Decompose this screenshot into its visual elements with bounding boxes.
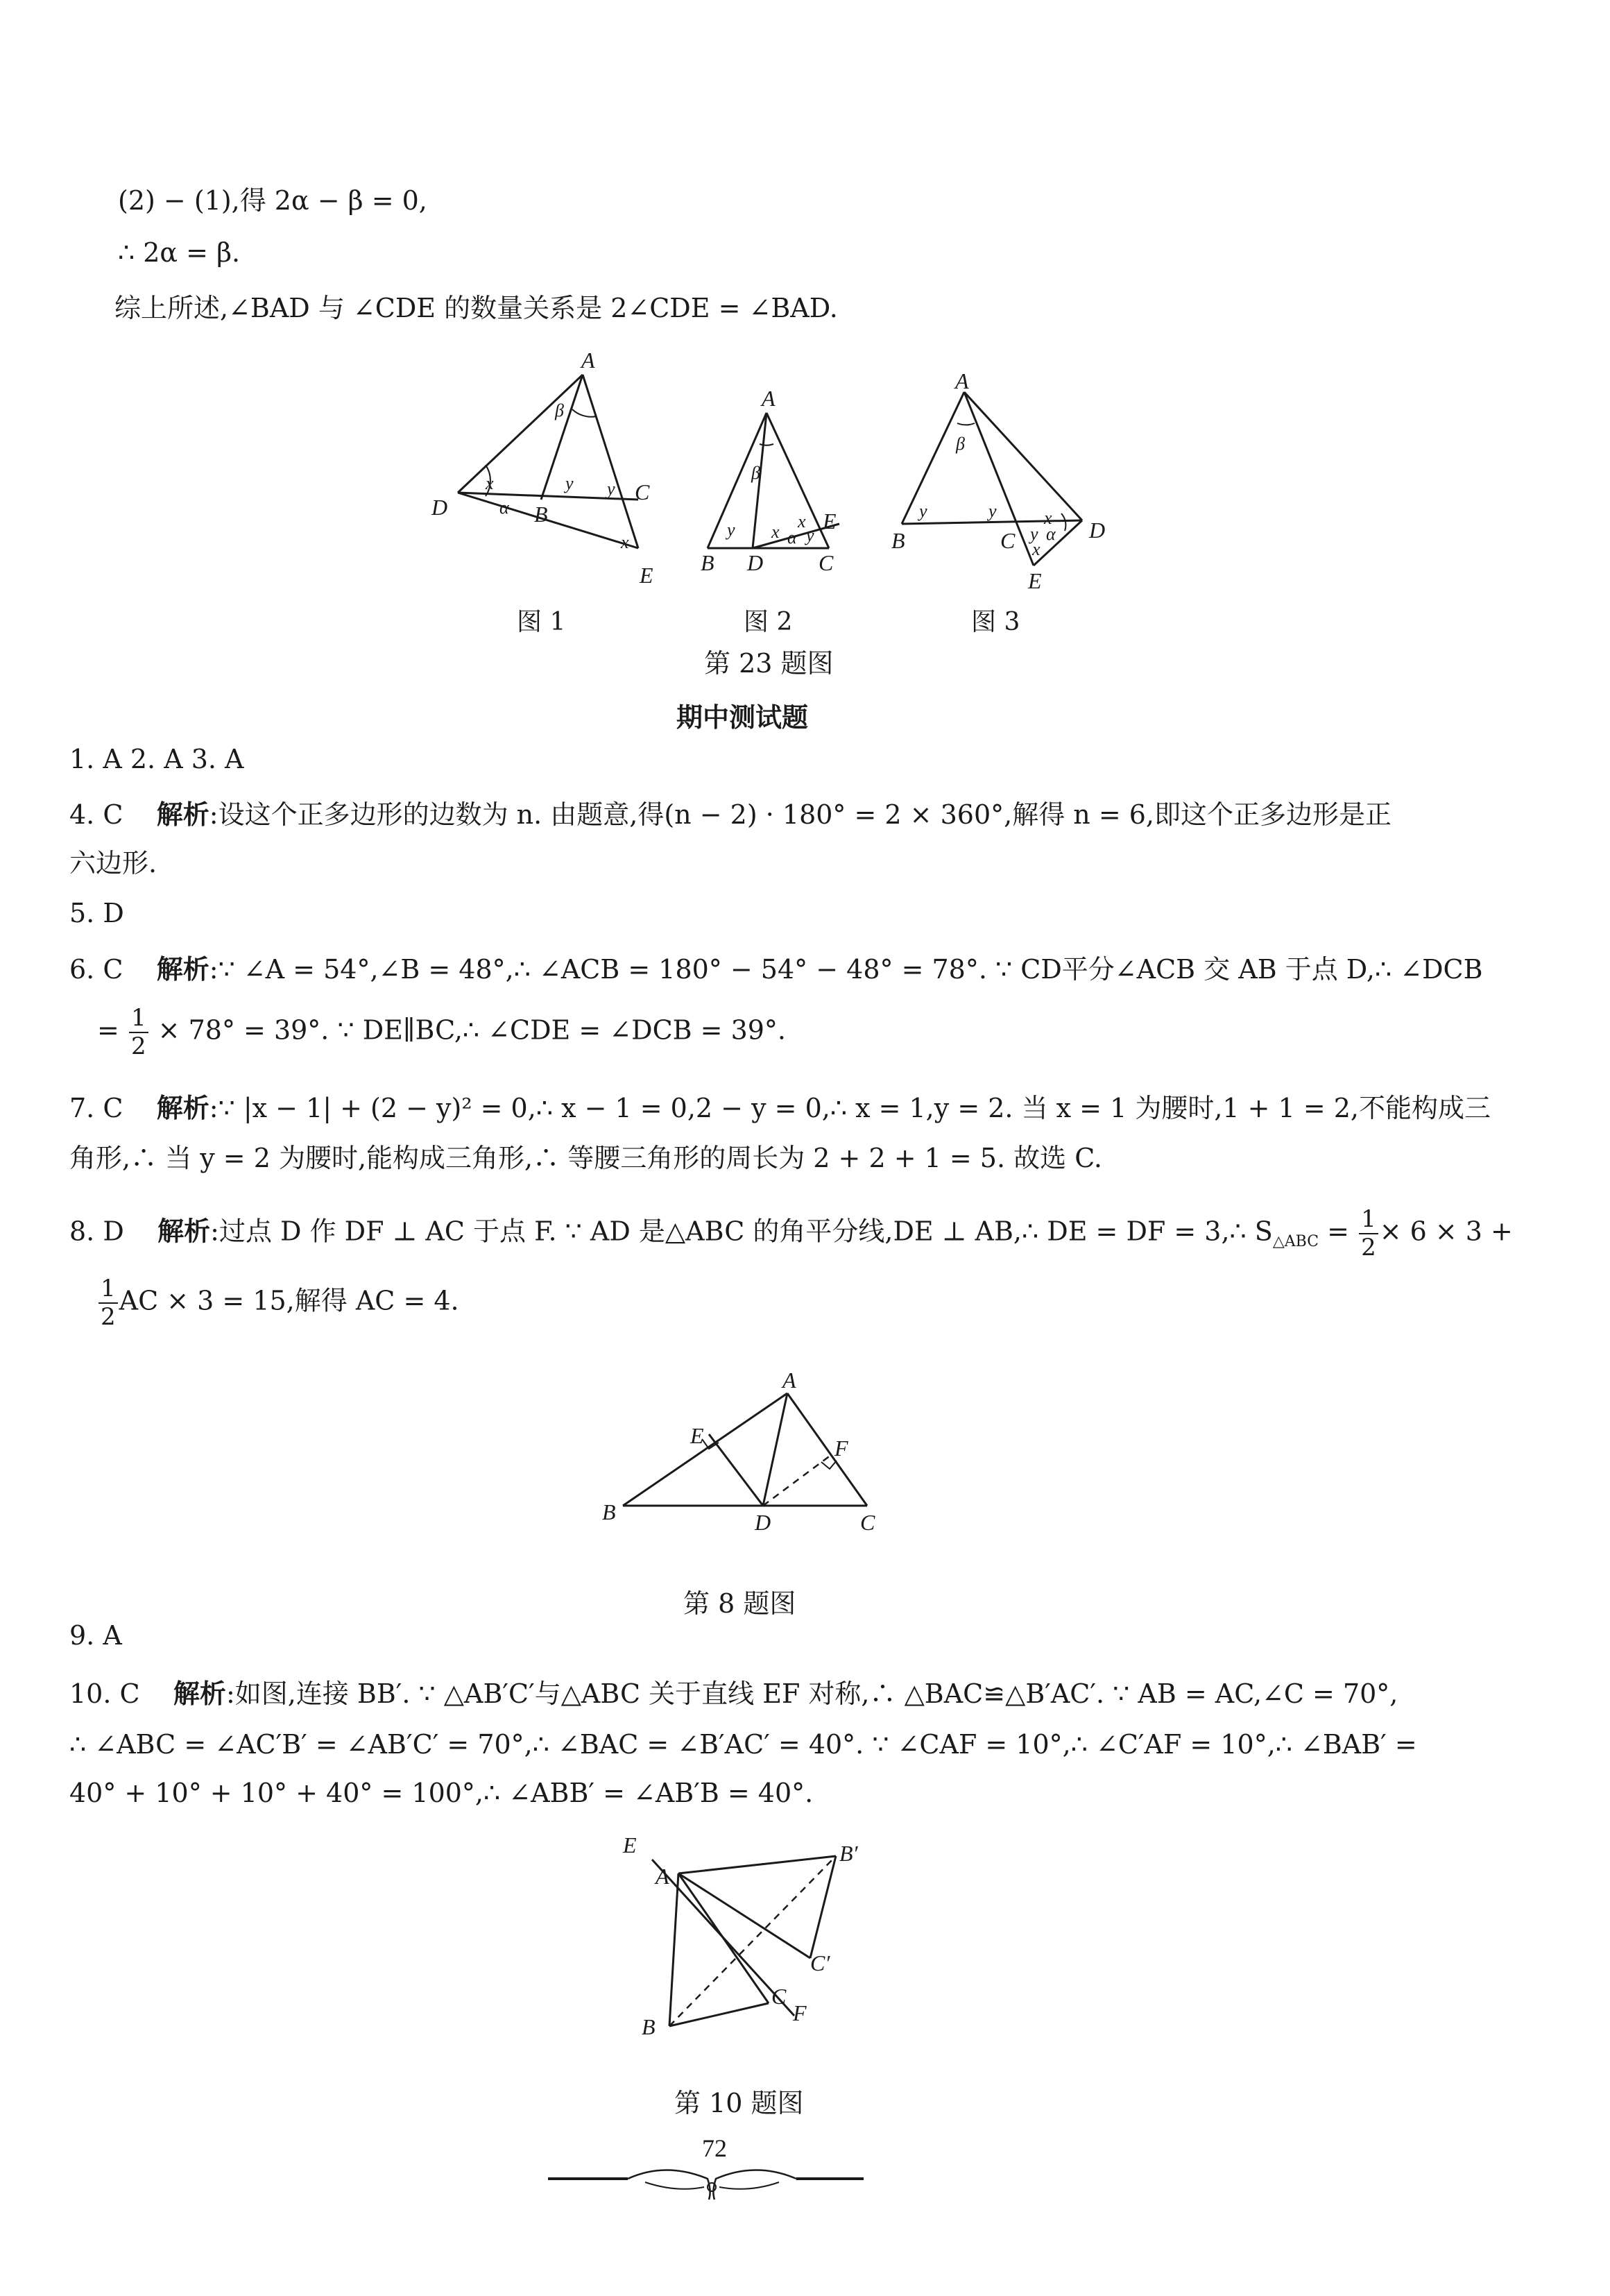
answer-q4-cont: 六边形.	[69, 848, 157, 878]
fig8-label-f: F	[834, 1436, 848, 1461]
fig10-label-a: A	[656, 1864, 669, 1889]
fig23-3-label-alpha: α	[1046, 524, 1056, 544]
fig23-1-label-y1: y	[565, 473, 574, 493]
fig8-label-a: A	[782, 1368, 796, 1393]
fig23-1-label-b: B	[534, 502, 548, 527]
q8-frac-num: 1	[1359, 1206, 1378, 1234]
answer-q7-cont: 角形,∴ 当 y = 2 为腰时,能构成三角形,∴ 等腰三角形的周长为 2 + 2 + 1 = 5. 故选 C.	[69, 1143, 1103, 1173]
fig8-label-d: D	[755, 1510, 771, 1535]
q8-analysis-label: 解析	[157, 1215, 211, 1247]
q8-frac2-num: 1	[99, 1275, 118, 1304]
q4-number: 4. C	[69, 799, 123, 830]
fig23-3-label-e: E	[1028, 568, 1042, 593]
q8-subscript: △ABC	[1272, 1233, 1319, 1251]
fig8-label-b: B	[602, 1499, 616, 1524]
answer-q10-line-2: ∴ ∠ABC = ∠AC′B′ = ∠AB′C′ = 70°,∴ ∠BAC = ∠B′AC′ = 40°. ∵ ∠CAF = 10°,∴ ∠C′AF = 10°,∴ ∠BAB′ =	[69, 1729, 1417, 1760]
prev-line-2: ∴ 2α = β.	[118, 237, 241, 268]
fig23-1-label-c: C	[635, 479, 650, 504]
fig10-label-f: F	[793, 2000, 807, 2025]
prev-line-3: 综上所述,∠BAD 与 ∠CDE 的数量关系是 2∠CDE = ∠BAD.	[114, 293, 838, 323]
fig23-1-label-beta: β	[555, 400, 564, 420]
fig23-3-label-x2: x	[1032, 539, 1040, 559]
fig23-2-label-e: E	[823, 509, 837, 534]
q6-equals: =	[97, 1014, 119, 1046]
q10-text: :如图,连接 BB′. ∵ △AB′C′与△ABC 关于直线 EF 对称,∴ △BAC≌△B′AC′. ∵ AB = AC,∠C = 70°,	[225, 1678, 1398, 1709]
q4-analysis-label: 解析	[156, 799, 209, 830]
fig23-1-label-x1: x	[486, 473, 494, 493]
q6-analysis-label: 解析	[156, 953, 209, 985]
answer-q9: 9. A	[69, 1620, 122, 1651]
q4-text: :设这个正多边形的边数为 n. 由题意,得(n − 2) · 180° = 2 × 360°,解得 n = 6,即这个正多边形是正	[209, 799, 1392, 830]
fig23-title: 第 23 题图	[704, 648, 834, 679]
fig8-title: 第 8 题图	[683, 1588, 796, 1619]
fig10-title: 第 10 题图	[674, 2088, 804, 2118]
q8-text: :过点 D 作 DF ⊥ AC 于点 F. ∵ AD 是△ABC 的角平分线,DE ⊥ AB,∴ DE = DF = 3,∴ S	[210, 1216, 1273, 1247]
q6-frac-num: 1	[129, 1005, 148, 1033]
answer-q10-line-3: 40° + 10° + 10° + 40° = 100°,∴ ∠ABB′ = ∠AB′B = 40°.	[69, 1778, 814, 1808]
fig23-2-label-d: D	[747, 550, 764, 575]
prev-line-1: (2) − (1),得 2α − β = 0,	[118, 185, 427, 216]
page-number: 72	[702, 2134, 727, 2162]
q6-cont-text: × 78° = 39°. ∵ DE∥BC,∴ ∠CDE = ∠DCB = 39°.	[157, 1014, 787, 1046]
fig10-label-cp: C′	[810, 1950, 830, 1975]
fig23-3-label-a: A	[955, 368, 969, 393]
fig23-3-label-y3: y	[1030, 524, 1038, 544]
fig23-3-label-beta: β	[956, 434, 965, 454]
q8-frac-den: 2	[1361, 1234, 1376, 1262]
fig23-3-label-b: B	[891, 528, 905, 553]
fig23-2-label-c: C	[819, 550, 834, 575]
fig23-caption-3: 图 3	[971, 608, 1020, 636]
q8-cont-text: AC × 3 = 15,解得 AC = 4.	[119, 1285, 459, 1316]
fig23-3-label-c: C	[1000, 528, 1016, 553]
answer-q5: 5. D	[69, 898, 124, 928]
fig10-label-e: E	[623, 1832, 637, 1857]
q8-frac2-den: 2	[101, 1303, 116, 1332]
q10-number: 10. C	[69, 1678, 140, 1709]
fig23-2-label-b: B	[701, 550, 714, 575]
fig23-1-label-y2: y	[607, 479, 615, 499]
fig23-3-label-d: D	[1089, 518, 1106, 543]
fig10-label-b: B	[642, 2014, 656, 2039]
fig23-2-label-y2: y	[806, 525, 814, 545]
fig23-caption-2: 图 2	[744, 608, 793, 636]
fig8-label-e: E	[690, 1423, 704, 1448]
q6-frac-den: 2	[130, 1032, 146, 1061]
fig10-label-c: C	[771, 1984, 787, 2009]
q6-number: 6. C	[69, 954, 123, 985]
q7-text: :∵ |x − 1| + (2 − y)² = 0,∴ x − 1 = 0,2 − y = 0,∴ x = 1,y = 2. 当 x = 1 为腰时,1 + 1 = 2,不能构成三	[209, 1093, 1491, 1123]
fig23-2-label-alpha: α	[787, 527, 797, 547]
fig23-1-label-d: D	[431, 495, 448, 520]
fig23-caption-1: 图 1	[517, 608, 566, 636]
fig23-1-label-a: A	[581, 348, 595, 373]
answers-q1-3: 1. A 2. A 3. A	[69, 744, 244, 774]
fig23-1-label-e: E	[640, 563, 653, 588]
q7-analysis-label: 解析	[156, 1092, 209, 1123]
fig23-1-label-x2: x	[621, 532, 629, 552]
q7-number: 7. C	[69, 1093, 123, 1123]
q8-number: 8. D	[69, 1216, 124, 1247]
fig23-2-label-beta: β	[751, 463, 760, 483]
q8-equals: =	[1319, 1216, 1358, 1247]
section-title: 期中测试题	[676, 702, 809, 733]
q6-text: :∵ ∠A = 54°,∠B = 48°,∴ ∠ACB = 180° − 54° − 48° = 78°. ∵ CD平分∠ACB 交 AB 于点 D,∴ ∠DCB	[209, 954, 1483, 985]
fig23-1-label-alpha: α	[499, 498, 509, 518]
fig8-label-c: C	[860, 1510, 875, 1535]
fig23-3-label-x1: x	[1044, 508, 1052, 528]
fig23-2-label-y1: y	[727, 520, 735, 540]
fig23-2-label-a: A	[762, 386, 776, 411]
fig23-2-label-x1: x	[771, 522, 780, 542]
fig10-label-bp: B′	[839, 1841, 858, 1866]
fig23-3-label-y1: y	[919, 501, 927, 521]
q8-tail: × 6 × 3 +	[1379, 1216, 1513, 1247]
fig23-3-label-y2: y	[988, 501, 997, 521]
fig23-2-label-x2: x	[798, 511, 806, 532]
q10-analysis-label: 解析	[173, 1678, 226, 1709]
